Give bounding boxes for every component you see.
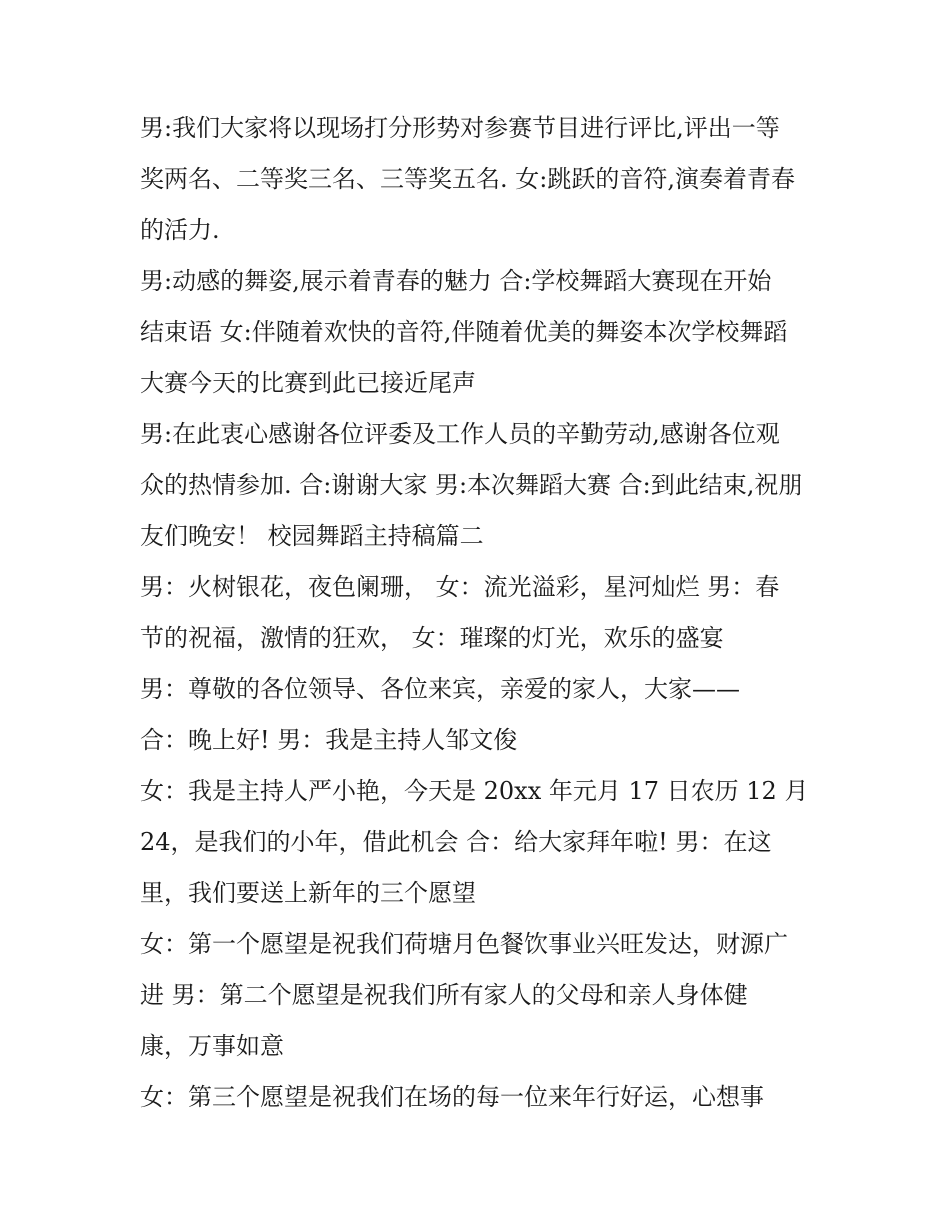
text-line: 男：火树银花，夜色阑珊， 女：流光溢彩，星河灿烂 男：春 [140,573,780,601]
text-line: 男：尊敬的各位领导、各位来宾，亲爱的家人，大家—— [140,675,740,703]
text-line: 女：我是主持人严小艳，今天是 20xx 年元月 17 日农历 12 月 [140,777,809,805]
text-line: 结束语 女:伴随着欢快的音符,伴随着优美的舞姿本次学校舞蹈 [140,318,788,346]
text-line: 里，我们要送上新年的三个愿望 [140,879,476,907]
text-line: 进 男：第二个愿望是祝我们所有家人的父母和亲人身体健 [140,981,748,1009]
text-line: 的活力. [140,216,220,244]
text-line: 康，万事如意 [140,1032,284,1060]
text-line: 友们晚安！ 校园舞蹈主持稿篇二 [140,522,484,550]
text-line: 男:动感的舞姿,展示着青春的魅力 合:学校舞蹈大赛现在开始 [140,267,772,295]
text-line: 24，是我们的小年，借此机会 合：给大家拜年啦! 男：在这 [140,828,772,856]
text-line: 奖两名、二等奖三名、三等奖五名. 女:跳跃的音符,演奏着青春 [140,165,795,193]
text-line: 大赛今天的比赛到此已接近尾声 [140,369,476,397]
text-line: 合：晚上好! 男：我是主持人邹文俊 [140,726,518,754]
text-line: 众的热情参加. 合:谢谢大家 男:本次舞蹈大赛 合:到此结束,祝朋 [140,471,803,499]
text-line: 女：第三个愿望是祝我们在场的每一位来年行好运，心想事 [140,1083,764,1111]
text-line: 节的祝福，激情的狂欢， 女：璀璨的灯光，欢乐的盛宴 [140,624,724,652]
text-line: 女：第一个愿望是祝我们荷塘月色餐饮事业兴旺发达，财源广 [140,930,788,958]
text-line: 男:在此衷心感谢各位评委及工作人员的辛勤劳动,感谢各位观 [140,420,780,448]
text-line: 男:我们大家将以现场打分形势对参赛节目进行评比,评出一等 [140,114,780,142]
